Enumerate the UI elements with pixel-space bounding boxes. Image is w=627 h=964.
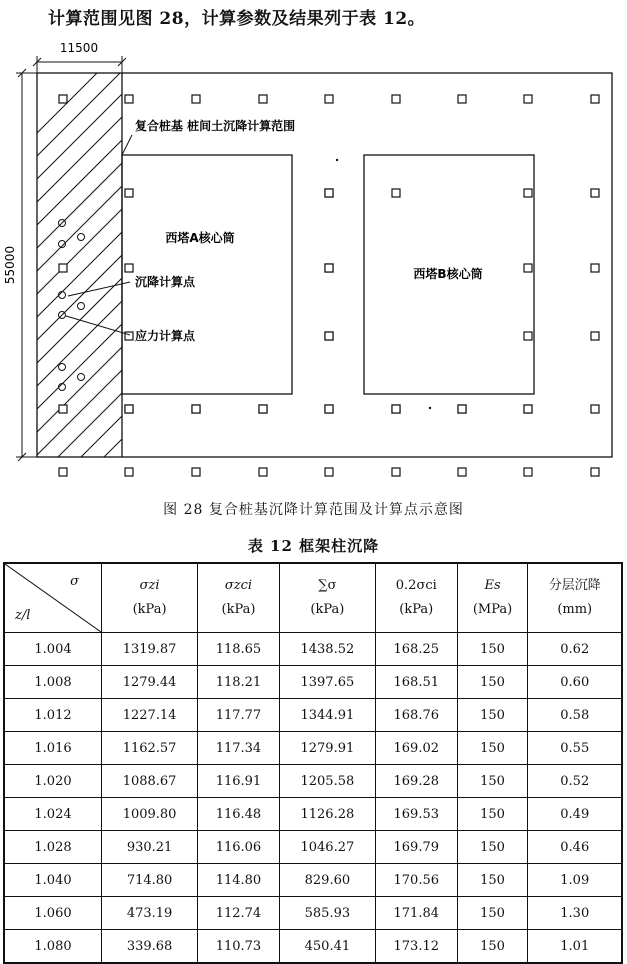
table-row <box>4 864 622 897</box>
table-cell: 1046.27 <box>279 831 375 864</box>
table-cell: 150 <box>457 930 528 964</box>
width-dimension <box>33 56 126 73</box>
hatched-calculation-strip <box>37 48 122 490</box>
table-cell: 171.84 <box>375 897 457 930</box>
table-cell: 1.008 <box>4 666 102 699</box>
table-cell: 1.016 <box>4 732 102 765</box>
table-cell: 150 <box>457 666 528 699</box>
header-sigma-zci: σzci (kPa) <box>198 563 280 633</box>
table-cell: 930.21 <box>102 831 198 864</box>
table-cell: 339.68 <box>102 930 198 964</box>
table-cell: 150 <box>457 732 528 765</box>
table-cell: 450.41 <box>279 930 375 964</box>
table-title: 表 12 框架柱沉降 <box>247 537 380 555</box>
table-cell: 0.62 <box>528 633 622 666</box>
table-cell: 118.65 <box>198 633 280 666</box>
table-cell: 169.53 <box>375 798 457 831</box>
table-cell: 1.028 <box>4 831 102 864</box>
figure-caption: 图 28 复合桩基沉降计算范围及计算点示意图 <box>163 502 464 518</box>
table-cell: 1.30 <box>528 897 622 930</box>
table-header-row <box>4 563 622 633</box>
table-cell: 116.48 <box>198 798 280 831</box>
table-cell: 114.80 <box>198 864 280 897</box>
table-cell: 1.020 <box>4 765 102 798</box>
header-02-sigma-ci: 0.2σci (kPa) <box>375 563 457 633</box>
header-sigma-zi: σzi (kPa) <box>102 563 198 633</box>
table-cell: 170.56 <box>375 864 457 897</box>
table-row <box>4 732 622 765</box>
table-cell: 473.19 <box>102 897 198 930</box>
table-cell: 116.06 <box>198 831 280 864</box>
table-cell: 1.040 <box>4 864 102 897</box>
core-b-label: 西塔B核心筒 <box>413 267 483 281</box>
table-cell: 1009.80 <box>102 798 198 831</box>
table-cell: 1227.14 <box>102 699 198 732</box>
table-cell: 1279.91 <box>279 732 375 765</box>
corner-header-cell <box>4 563 102 633</box>
table-cell: 116.91 <box>198 765 280 798</box>
table-row <box>4 699 622 732</box>
table-cell: 0.55 <box>528 732 622 765</box>
table-cell: 1344.91 <box>279 699 375 732</box>
table-cell: 0.60 <box>528 666 622 699</box>
intro-text: 计算范围见图 28，计算参数及结果列于表 12。 <box>48 9 426 29</box>
table-cell: 1.004 <box>4 633 102 666</box>
table-cell: 1205.58 <box>279 765 375 798</box>
table-row <box>4 633 622 666</box>
table-cell: 118.21 <box>198 666 280 699</box>
table-cell: 150 <box>457 831 528 864</box>
table-row <box>4 765 622 798</box>
stress-point-label: 应力计算点 <box>135 329 196 343</box>
height-dimension-label: 55000 <box>3 245 17 285</box>
table-cell: 1.09 <box>528 864 622 897</box>
header-layer-settlement: 分层沉降 (mm) <box>528 563 622 633</box>
table-cell: 169.28 <box>375 765 457 798</box>
table-cell: 112.74 <box>198 897 280 930</box>
table-cell: 1.012 <box>4 699 102 732</box>
corner-top-label: σ <box>70 574 79 589</box>
header-es: Es (MPa) <box>457 563 528 633</box>
table-row <box>4 666 622 699</box>
table-cell: 1279.44 <box>102 666 198 699</box>
table-cell: 0.49 <box>528 798 622 831</box>
table-row <box>4 897 622 930</box>
table-cell: 829.60 <box>279 864 375 897</box>
settlement-point-label: 沉降计算点 <box>135 275 196 289</box>
table-cell: 168.51 <box>375 666 457 699</box>
table-cell: 150 <box>457 633 528 666</box>
table-cell: 1438.52 <box>279 633 375 666</box>
table-cell: 0.58 <box>528 699 622 732</box>
table-row <box>4 831 622 864</box>
table-cell: 150 <box>457 864 528 897</box>
header-sum-sigma: ∑σ (kPa) <box>279 563 375 633</box>
corner-bottom-label: z/l <box>15 608 31 623</box>
table-cell: 585.93 <box>279 897 375 930</box>
table-cell: 1.01 <box>528 930 622 964</box>
table-cell: 150 <box>457 798 528 831</box>
table-cell: 150 <box>457 699 528 732</box>
range-label: 复合桩基 桩间土沉降计算范围 <box>135 119 296 133</box>
table-cell: 0.46 <box>528 831 622 864</box>
core-a-label: 西塔A核心筒 <box>165 231 235 245</box>
table-cell: 1.024 <box>4 798 102 831</box>
table-cell: 117.77 <box>198 699 280 732</box>
table-cell: 169.02 <box>375 732 457 765</box>
table-cell: 0.52 <box>528 765 622 798</box>
table-cell: 1319.87 <box>102 633 198 666</box>
table-cell: 168.76 <box>375 699 457 732</box>
table-cell: 1162.57 <box>102 732 198 765</box>
table-cell: 1088.67 <box>102 765 198 798</box>
table-cell: 1397.65 <box>279 666 375 699</box>
table-cell: 150 <box>457 765 528 798</box>
table-cell: 110.73 <box>198 930 280 964</box>
height-dimension <box>16 69 37 461</box>
table-cell: 150 <box>457 897 528 930</box>
table-cell: 714.80 <box>102 864 198 897</box>
table-cell: 1126.28 <box>279 798 375 831</box>
table-cell: 1.080 <box>4 930 102 964</box>
width-dimension-label: 11500 <box>59 41 99 55</box>
table-cell: 169.79 <box>375 831 457 864</box>
settlement-table <box>3 562 623 964</box>
table-cell: 168.25 <box>375 633 457 666</box>
settlement-plan-figure <box>0 30 627 490</box>
table-cell: 173.12 <box>375 930 457 964</box>
table-cell: 117.34 <box>198 732 280 765</box>
table-row <box>4 798 622 831</box>
table-cell: 1.060 <box>4 897 102 930</box>
